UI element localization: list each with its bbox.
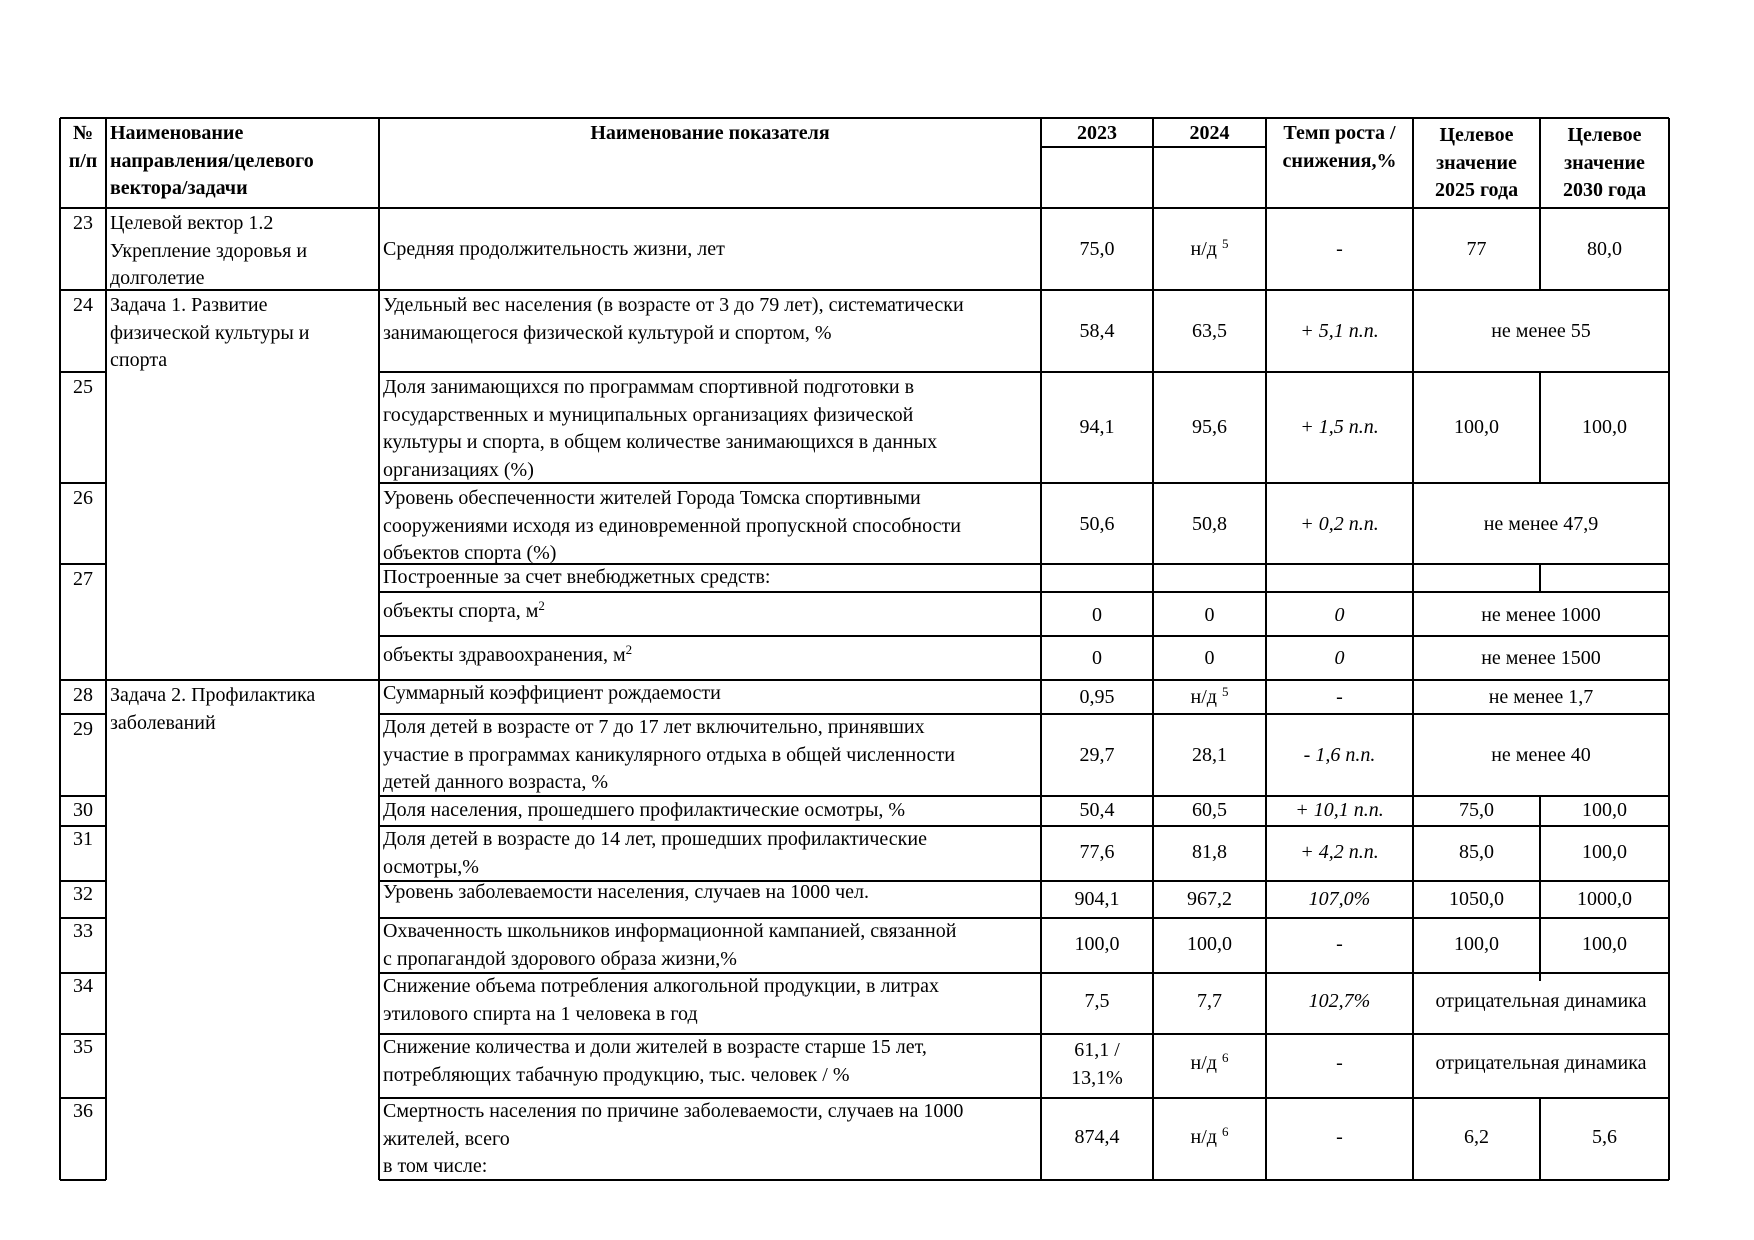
value-2024: 100,0: [1187, 933, 1232, 955]
target-2025: 1050,0: [1449, 888, 1504, 910]
group-line: физической культуры и: [110, 321, 310, 344]
indicator-line: занимающегося физической культурой и спортом, %: [383, 321, 832, 344]
header-2024: 2024: [1189, 122, 1230, 144]
footnote-mark: 6: [1221, 1124, 1229, 1139]
value-rate: + 4,2 п.п.: [1300, 841, 1379, 863]
indicator-life-expectancy: Средняя продолжительность жизни, лет: [383, 238, 725, 260]
value-2023: 75,0: [1079, 238, 1115, 260]
target-2025: 85,0: [1459, 841, 1494, 863]
row-number: 25: [73, 376, 93, 398]
row-number: 34: [73, 975, 93, 997]
superscript: 2: [538, 598, 545, 613]
row-number: 30: [73, 799, 93, 821]
header-num-line: №: [72, 122, 94, 144]
row-number: 24: [73, 294, 93, 316]
row-number: 31: [73, 828, 93, 850]
value-rate: 102,7%: [1308, 990, 1371, 1012]
indicator-fertility: Суммарный коэффициент рождаемости: [383, 682, 721, 704]
value-line: 61,1 /: [1074, 1039, 1120, 1061]
value-rate: -: [1336, 1126, 1343, 1148]
value-2024: 0: [1204, 647, 1215, 669]
value-2023: 874,4: [1074, 1126, 1120, 1148]
value-2023: 0: [1092, 604, 1102, 626]
header-target-line: значение: [1564, 151, 1645, 174]
target-merged: не менее 1,7: [1488, 686, 1594, 708]
header-rate: [1266, 120, 1413, 175]
header-target-line: Целевое: [1439, 124, 1514, 146]
header-target-2025: [1413, 122, 1540, 205]
value-2024: 81,8: [1192, 841, 1227, 863]
value-2023: 100,0: [1074, 933, 1120, 955]
indicator-line: потребляющих табачную продукцию, тыс. человек / %: [383, 1063, 850, 1086]
header-direction-line: направления/целевого: [110, 149, 314, 172]
value-text: н/д: [1190, 1126, 1217, 1148]
value-text: н/д: [1190, 686, 1217, 708]
indicator-children-recreation: [383, 714, 955, 797]
target-2030: 100,0: [1582, 799, 1627, 821]
value-2024: 60,5: [1192, 799, 1227, 821]
value-rate: 0: [1334, 647, 1345, 669]
target-2030: 100,0: [1582, 933, 1627, 955]
value-2024: 967,2: [1187, 888, 1232, 910]
indicator-line: детей данного возраста, %: [383, 771, 609, 793]
row-number: 23: [73, 212, 93, 234]
value-2024: 50,8: [1192, 513, 1227, 535]
indicator-line: государственных и муниципальных организациях физической: [383, 403, 914, 426]
target-merged: отрицательная динамика: [1435, 1052, 1647, 1074]
target-2030: 80,0: [1587, 238, 1622, 260]
value-2023: 50,6: [1079, 513, 1115, 535]
header-direction: [110, 120, 314, 203]
target-merged: не менее 40: [1491, 744, 1591, 766]
indicator-line: жителей, всего: [383, 1127, 510, 1150]
indicator-health-objects: [383, 642, 632, 670]
indicator-offbudget-built: Построенные за счет внебюджетных средств:: [383, 566, 771, 588]
value-text: н/д: [1190, 238, 1217, 260]
value-2023: 77,6: [1079, 841, 1115, 863]
indicator-line: этилового спирта на 1 человека в год: [383, 1002, 698, 1025]
header-num-line: п/п: [68, 149, 98, 172]
header-target-line: Целевое: [1567, 124, 1642, 146]
value-2023: 0,95: [1079, 686, 1115, 708]
header-target-line: значение: [1436, 151, 1517, 174]
target-2025: 77: [1466, 238, 1487, 260]
row-number: 35: [73, 1036, 93, 1058]
indicator-line: Снижение количества и доли жителей в возрасте старше 15 лет,: [383, 1036, 927, 1058]
value-2024: [1153, 236, 1266, 264]
indicator-tobacco: [383, 1034, 927, 1089]
value-2024: 0: [1204, 604, 1215, 626]
value-text: н/д: [1190, 1052, 1217, 1074]
value-2024: [1153, 684, 1266, 712]
footnote-mark: 5: [1221, 236, 1229, 251]
target-merged: отрицательная динамика: [1435, 990, 1647, 1012]
group-line: Целевой вектор 1.2: [110, 212, 274, 234]
group-line: Задача 2. Профилактика: [110, 684, 316, 706]
indicator-line: Доля детей в возрасте от 7 до 17 лет включительно, принявших: [383, 716, 925, 738]
indicator-alcohol: [383, 973, 939, 1028]
value-2024: 7,7: [1197, 990, 1222, 1012]
indicator-mortality: [383, 1098, 963, 1181]
indicator-school-campaign: [383, 918, 956, 973]
indicator-line: Удельный вес населения (в возрасте от 3 до 79 лет), систематически: [383, 294, 964, 316]
indicator-checkups: Доля населения, прошедшего профилактические осмотры, %: [383, 799, 906, 821]
value-2024: [1153, 1050, 1266, 1078]
target-2030: 100,0: [1582, 841, 1627, 863]
indicator-line: Снижение объема потребления алкогольной продукции, в литрах: [383, 975, 939, 997]
value-2023: 904,1: [1074, 888, 1120, 910]
value-2023: 58,4: [1079, 320, 1115, 342]
value-2024: 63,5: [1192, 320, 1227, 342]
group-vector-1-2: [110, 210, 307, 293]
indicator-line: организациях (%): [383, 458, 534, 481]
indicator-line: Доля детей в возрасте до 14 лет, прошедших профилактические: [383, 828, 927, 850]
value-2023: 0: [1092, 647, 1102, 669]
row-number: 26: [73, 487, 93, 509]
value-2023: 29,7: [1079, 744, 1115, 766]
row-number: 29: [73, 718, 93, 740]
header-rate-line: Темп роста /: [1283, 122, 1396, 144]
indicator-line: объектов спорта (%): [383, 542, 557, 564]
indicator-sport-facilities: [383, 485, 961, 568]
indicator-text: объекты здравоохранения, м: [383, 644, 626, 666]
indicator-sport-training: [383, 374, 937, 484]
indicator-line: осмотры,%: [383, 855, 479, 878]
value-2023: 50,4: [1079, 799, 1115, 821]
indicator-morbidity: Уровень заболеваемости населения, случаев на 1000 чел.: [383, 881, 870, 903]
indicator-sport-objects: [383, 598, 545, 626]
header-direction-line: вектора/задачи: [110, 177, 248, 199]
header-2023: 2023: [1077, 122, 1117, 144]
header-target-2030: [1540, 122, 1669, 205]
value-rate: - 1,6 п.п.: [1303, 744, 1376, 766]
indicator-line: участие в программах каникулярного отдыха в общей численности: [383, 743, 956, 766]
value-2024: 28,1: [1192, 744, 1227, 766]
group-line: долголетие: [110, 267, 205, 289]
indicator-line: культуры и спорта, в общем количестве занимающихся в данных: [383, 431, 938, 453]
target-merged: не менее 1500: [1481, 647, 1601, 669]
row-number: 27: [73, 568, 93, 590]
group-task-1: [110, 292, 310, 375]
target-2025: 6,2: [1464, 1126, 1489, 1148]
row-number: 36: [73, 1100, 93, 1122]
header-num: [60, 120, 106, 175]
target-merged: не менее 47,9: [1483, 513, 1599, 535]
value-rate: -: [1336, 686, 1343, 708]
value-2023: 7,5: [1084, 990, 1110, 1012]
group-line: Укрепление здоровья и: [110, 239, 308, 262]
row-number: 33: [73, 920, 93, 942]
value-rate: + 10,1 п.п.: [1295, 799, 1384, 821]
header-indicator: Наименование показателя: [590, 122, 830, 144]
indicator-line: Смертность населения по причине заболеваемости, случаев на 1000: [383, 1100, 964, 1122]
row-number: 28: [73, 684, 93, 706]
target-2025: 100,0: [1454, 933, 1499, 955]
value-rate: + 0,2 п.п.: [1300, 513, 1379, 535]
value-rate: 107,0%: [1308, 888, 1371, 910]
indicator-children-checkups: [383, 826, 927, 881]
group-line: заболеваний: [110, 711, 216, 734]
footnote-mark: 5: [1221, 684, 1229, 699]
superscript: 2: [625, 642, 633, 657]
target-2025: 100,0: [1454, 416, 1499, 438]
indicator-line: сооружениями исходя из единовременной пропускной способности: [383, 514, 961, 537]
value-rate: -: [1336, 933, 1343, 955]
value-2024: 95,6: [1192, 416, 1227, 438]
value-2023: 94,1: [1079, 416, 1115, 438]
value-rate: 0: [1334, 604, 1345, 626]
target-merged: не менее 55: [1491, 320, 1591, 342]
value-rate: -: [1336, 1052, 1343, 1074]
value-2023: [1041, 1037, 1153, 1092]
indicator-line: Уровень обеспеченности жителей Города Томска спортивными: [383, 487, 921, 509]
indicator-line: в том числе:: [383, 1155, 488, 1177]
footnote-mark: 6: [1221, 1050, 1229, 1065]
header-rate-line: снижения,%: [1282, 149, 1397, 172]
indicator-sport-share: [383, 292, 964, 347]
value-rate: + 5,1 п.п.: [1300, 320, 1379, 342]
target-2025: 75,0: [1459, 799, 1494, 821]
value-rate: -: [1336, 238, 1343, 260]
indicator-text: объекты спорта, м: [383, 600, 539, 622]
value-2024: [1153, 1124, 1266, 1152]
target-2030: 5,6: [1592, 1126, 1617, 1148]
indicator-line: с пропагандой здорового образа жизни,%: [383, 947, 737, 970]
value-line: 13,1%: [1071, 1066, 1123, 1089]
group-line: спорта: [110, 349, 168, 371]
indicator-line: Доля занимающихся по программам спортивной подготовки в: [383, 376, 915, 398]
indicator-line: Охваченность школьников информационной кампанией, связанной: [383, 920, 957, 942]
group-task-2: [110, 682, 315, 737]
value-rate: + 1,5 п.п.: [1300, 416, 1379, 438]
target-2030: 1000,0: [1577, 888, 1632, 910]
target-merged: не менее 1000: [1481, 604, 1601, 626]
header-target-line: 2025 года: [1434, 179, 1519, 201]
group-line: Задача 1. Развитие: [110, 294, 268, 316]
header-target-line: 2030 года: [1562, 179, 1647, 201]
target-2030: 100,0: [1582, 416, 1627, 438]
row-number: 32: [73, 883, 93, 905]
header-direction-line: Наименование: [110, 122, 244, 144]
